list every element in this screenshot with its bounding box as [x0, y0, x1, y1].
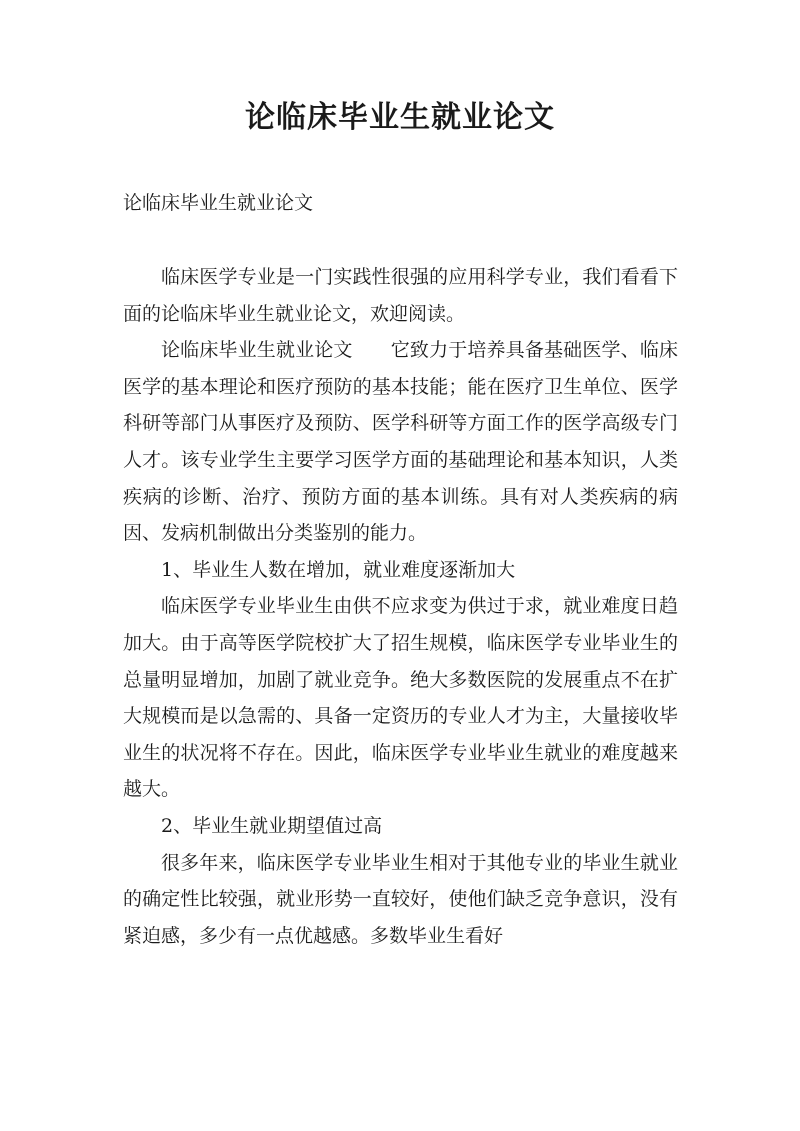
- document-subtitle: 论临床毕业生就业论文: [123, 192, 314, 214]
- intro-paragraph: 临床医学专业是一门实践性很强的应用科学专业，我们看看下面的论临床毕业生就业论文，欢迎阅读。: [123, 266, 678, 325]
- overview-text: 它致力于培养具备基础医学、临床医学的基本理论和医疗预防的基本技能；能在医疗卫生单位、医学科研等部门从事医疗及预防、医学科研等方面工作的医学高级专门人才。该专业学生主要学习医学方面的基础理论和基本知识，人类疾病的诊断、治疗、预防方面的基本训练。具有对人类疾病的病因、发病机制做出分类鉴别的能力。: [123, 339, 678, 545]
- section-heading-1: 1、毕业生人数在增加，就业难度逐渐加大: [161, 558, 516, 581]
- document-body: [123, 259, 678, 954]
- overview-lead: 论临床毕业生就业论文: [161, 339, 353, 362]
- section-2-paragraph: 很多年来，临床医学专业毕业生相对于其他专业的毕业生就业的确定性比较强，就业形势一直较好，使他们缺乏竞争意识，没有紧迫感，多少有一点优越感。多数毕业生看好: [123, 851, 678, 947]
- document-title: 论临床毕业生就业论文: [245, 100, 555, 135]
- section-1-paragraph: 临床医学专业毕业生由供不应求变为供过于求，就业难度日趋加大。由于高等医学院校扩大了招生规模，临床医学专业毕业生的总量明显增加，加剧了就业竞争。绝大多数医院的发展重点不在扩大规模而是以急需的、具备一定资历的专业人才为主，大量接收毕业生的状况将不存在。因此，临床医学专业毕业生就业的难度越来越大。: [123, 595, 678, 801]
- overview-paragraph: [123, 332, 678, 552]
- section-heading-2: 2、毕业生就业期望值过高: [161, 814, 383, 837]
